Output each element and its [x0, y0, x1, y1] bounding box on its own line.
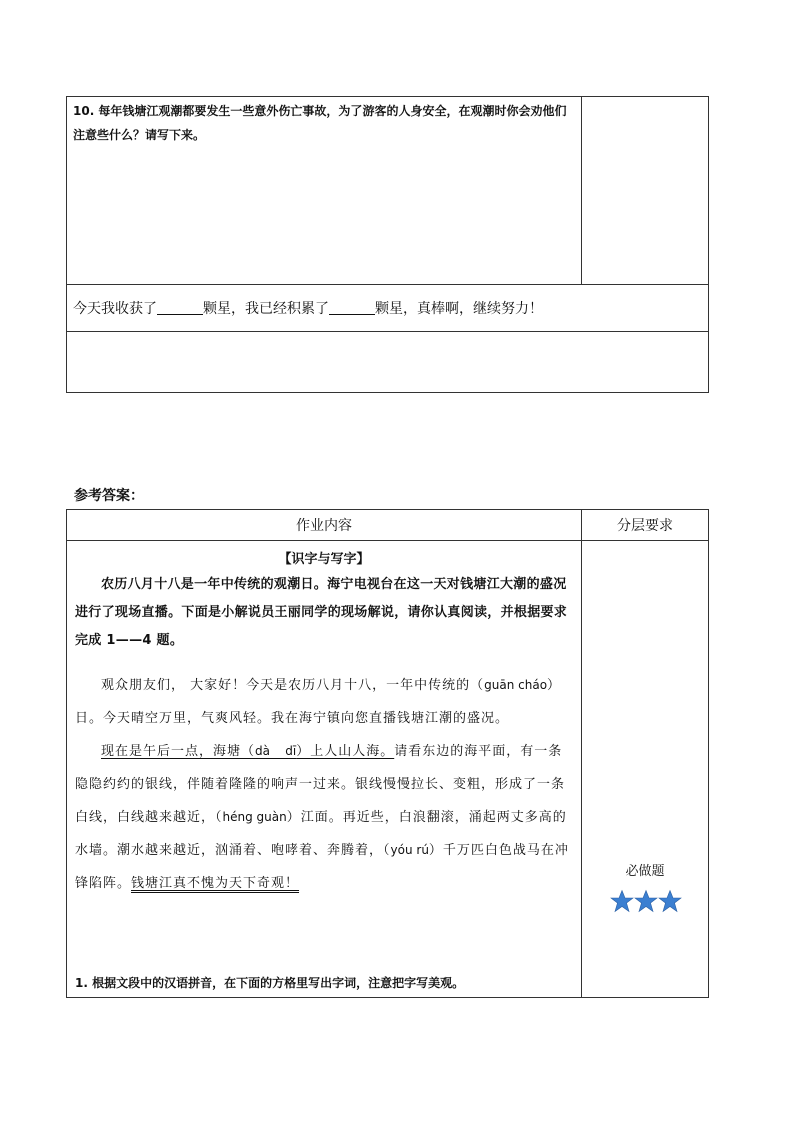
double-underlined-sentence: 钱塘江真不愧为天下奇观！: [131, 876, 300, 891]
empty-row: [66, 331, 709, 393]
star-icon: [634, 889, 658, 913]
paragraph-1: 观众朋友们， 大家好！今天是农历八月十八，一年中传统的（guān cháo）日。今天晴空万里，气爽风轻。我在海宁镇向您直播钱塘江潮的盛况。: [75, 678, 562, 726]
answers-level-cell: [581, 540, 709, 998]
pinyin-youru: yóu rú: [390, 843, 429, 857]
answers-heading: 参考答案：: [74, 488, 144, 504]
header-content: [66, 509, 582, 541]
question1-text: 1. 根据文段中的汉语拼音，在下面的方格里写出字词，注意把字写美观。: [75, 976, 465, 990]
passage: [75, 669, 575, 900]
question10-cell: [66, 96, 582, 285]
question10-level-cell: [581, 96, 709, 285]
header-level: [581, 509, 709, 541]
stars-total-blank[interactable]: [329, 300, 375, 315]
star-icon: [658, 889, 682, 913]
pinyin-dadi: dà dī: [255, 744, 297, 758]
section-title: 【识字与写字】: [278, 552, 370, 567]
stars-earned-blank[interactable]: [157, 300, 203, 315]
summary-row: [66, 284, 709, 332]
answers-content-cell: [66, 540, 582, 998]
level-label: 必做题: [625, 864, 665, 879]
header-content-label: 作业内容: [296, 518, 352, 534]
question10-text: 10. 每年钱塘江观潮都要发生一些意外伤亡事故，为了游客的人身安全，在观潮时你会劝他们注意些什么？请写下来。: [73, 104, 567, 142]
pinyin-hengguan: héng guàn: [222, 810, 287, 824]
summary-text: [73, 299, 543, 319]
rating-stars: [582, 889, 710, 913]
pinyin-guanchao: guān cháo: [484, 678, 548, 692]
star-icon: [610, 889, 634, 913]
intro-text: 农历八月十八是一年中传统的观潮日。海宁电视台在这一天对钱塘江大潮的盛况进行了现场直播。下面是小解说员王丽同学的现场解说，请你认真阅读，并根据要求完成 1——4 题。: [75, 577, 568, 648]
summary-part1: 今天我收获了: [73, 301, 157, 317]
header-level-label: 分层要求: [617, 518, 673, 534]
underlined-sentence: 现在是午后一点，海塘（dà dī）上人山人海。: [101, 744, 395, 759]
paragraph-2: 现在是午后一点，海塘（dà dī）上人山人海。请看东边的海平面，有一条隐隐约约的银线，伴随着隆隆的响声一过来。银线慢慢拉长、变粗，形成了一条白线，白线越来越近，（héng guàn）江面。再近些，白浪翻滚，涌起两丈多高的水墙。潮水越来越近，汹涌着、咆哮着、奔腾着，（yóu rú）千万匹白色战马在冲锋陷阵。钱塘江真不愧为天下奇观！: [75, 744, 569, 891]
summary-part3: 颗星，真棒啊，继续努力！: [375, 301, 543, 317]
summary-part2: 颗星，我已经积累了: [203, 301, 329, 317]
